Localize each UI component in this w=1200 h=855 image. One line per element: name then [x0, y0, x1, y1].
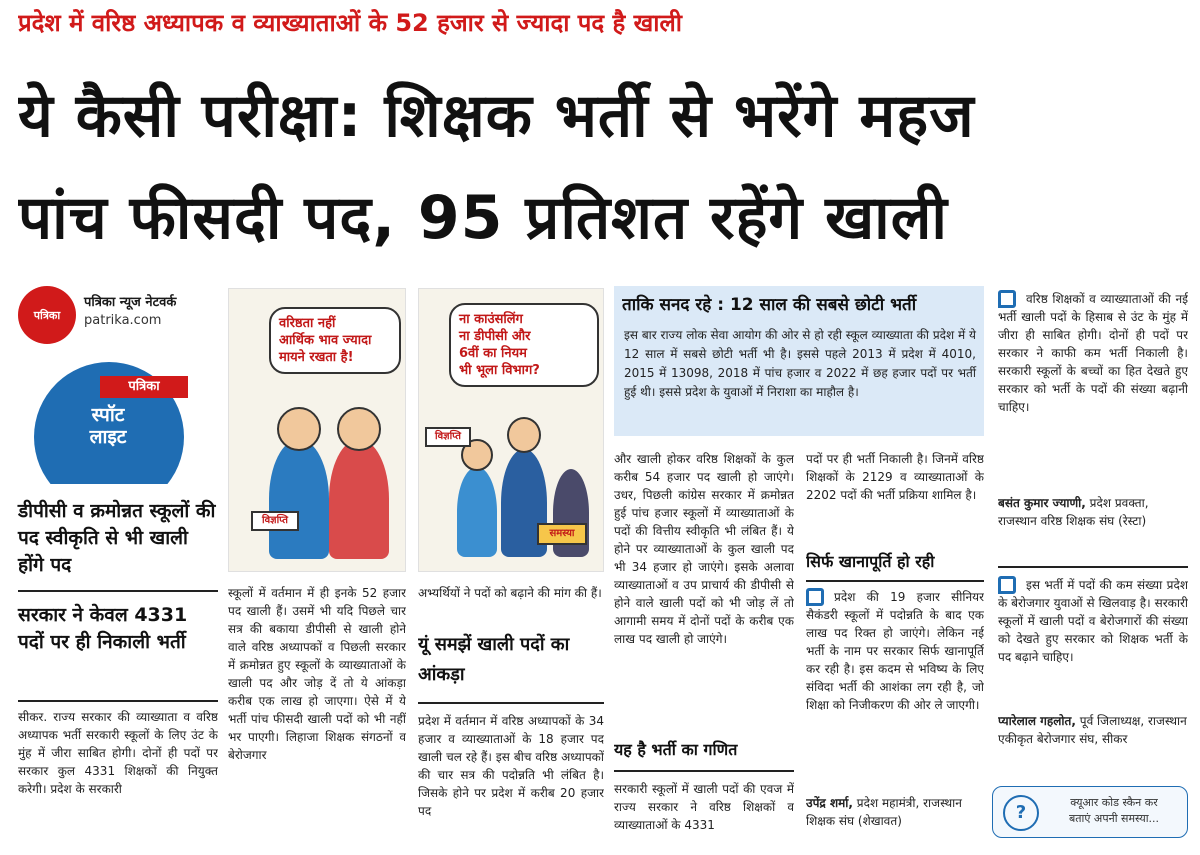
spotlight-text: स्पॉट लाइट: [89, 404, 127, 448]
col4-text: और खाली होकर वरिष्ठ शिक्षकों के कुल करीब 54 हजार पद खाली हो जाएंगे। उधर, पिछली कांग्रेस सरकार में क्रमोन्नत हुई पांच हजार स्कूलों में व्याख्याताओं के पदों की वित्तीय स्वीकृति भी लंबित हैं। ये होने पर व्याख्याताओं के कुल खाली पद भी 34 हजार हो जाएंगे। इसके अलावा व्याख्याताओं व उप प्राचार्य की डीपीसी से होने वाले खाली पदों को भी जोड़ लें तो आगामी समय में दोनों पदों के करीब एक लाख पद खाली हो जाएंगे।: [614, 452, 794, 646]
col3-text: प्रदेश में वर्तमान में वरिष्ठ अध्यापकों के 34 हजार व व्याख्याताओं के 18 हजार पद खाली चल रहे हैं। इस बीच वरिष्ठ अध्यापकों की चार सत्र की पदोन्नति भी लंबित है। जिसके होने पर प्रदेश में करीब 20 हजार पद: [418, 714, 604, 818]
col5-quote: प्रदेश की 19 हजार सीनियर सैकंडरी स्कूलों में पदोन्नति के बाद एक लाख पद रिक्त हो जाएंगे। लेकिन नई भर्ती के नाम पर सरकार सिर्फ खानापूर्ति कर रही है। इस कदम से भविष्य के लिए संविदा भर्ती की आशंका लग रही है, जो शिक्षा को निजीकरण की ओर ले जाएगी।: [806, 590, 984, 712]
cartoon-2-speech-bubble: ना काउंसलिंग ना डीपीसी और 6वीं का नियम भी भूला विभाग?: [449, 303, 599, 387]
infobox-text: इस बार राज्य लोक सेवा आयोग की ओर से हो रही स्कूल व्याख्याता की प्रदेश में ये 12 साल में सबसे छोटी भर्ती भी है। इससे पहले 2013 में प्रदेश में 4010, 2015 में 13098, 2018 में पांच हजार व 2022 में छह हजार पदों पर भर्ती हुई थी। इससे प्रदेश के युवाओं में निराशा का माहौल है।: [624, 328, 976, 399]
divider: [18, 590, 218, 592]
cartoon-1-speech-bubble: वरिष्ठता नहीं आर्थिक भाव ज्यादा मायने रखता है!: [269, 307, 401, 374]
byline-role: पूर्व जिलाध्यक्ष, राजस्थान एकीकृत बेरोजगार संघ, सीकर: [998, 714, 1187, 746]
col3-heading: यूं समझें खाली पदों का आंकड़ा: [418, 634, 570, 685]
col5-heading: सिर्फ खानापूर्ति हो रही: [806, 552, 935, 571]
col4-text-2: सरकारी स्कूलों में खाली पदों की एवज में राज्य सरकार ने वरिष्ठ शिक्षकों व व्याख्याताओं के 4331: [614, 782, 794, 832]
col3-text-top: अभ्यर्थियों ने पदों को बढ़ाने की मांग की हैं।: [418, 586, 602, 600]
infobox: [614, 286, 984, 436]
byline-role: प्रदेश महामंत्री, राजस्थान शिक्षक संघ (शेखावत): [806, 796, 962, 828]
cartoon-2-sign-left: विज्ञप्ति: [425, 427, 471, 447]
cartoon-1-sign: विज्ञप्ति: [251, 511, 299, 531]
divider: [614, 770, 794, 772]
cartoon-1-head-right: [337, 407, 381, 451]
col4-heading: यह है भर्ती का गणित: [614, 740, 738, 759]
col6-quote-1: वरिष्ठ शिक्षकों व व्याख्याताओं की नई भर्ती खाली पदों के हिसाब से उंट के मुंह में जीरा ही साबित होगी। दोनों ही पदों पर सरकार ने काफी कम भर्ती निकाली है। सरकारी स्कूलों के बच्चों का हित देखते हुए सरकार को भर्ती के पदों की संख्या बढ़ानी चाहिए।: [998, 292, 1188, 414]
divider: [18, 700, 218, 702]
divider: [418, 702, 604, 704]
col6-byline-2: [998, 712, 1188, 774]
qr-question-icon: ?: [1003, 795, 1039, 831]
infobox-title: ताकि सनद रहे : 12 साल की सबसे छोटी भर्ती: [622, 295, 917, 315]
headline-line-2: पांच फीसदी पद, 95 प्रतिशत रहेंगे खाली: [18, 183, 948, 253]
qr-callout: [992, 786, 1188, 838]
spotlight-ribbon: पत्रिका: [100, 376, 188, 398]
cartoon-2-head-2: [507, 417, 541, 453]
lead-headline: डीपीसी व क्रमोन्नत स्कूलों की पद स्वीकृति से भी खाली होंगे पद: [18, 500, 216, 576]
brand-url: patrika.com: [84, 313, 162, 328]
sub-headline: सरकार ने केवल 4331 पदों पर ही निकाली भर्ती: [18, 604, 188, 653]
kicker: प्रदेश में वरिष्ठ अध्यापक व व्याख्याताओं के 52 हजार से ज्यादा पद है खाली: [18, 9, 682, 37]
cartoon-1-figure-left: [269, 439, 329, 559]
byline-name: उपेंद्र शर्मा,: [806, 796, 853, 810]
patrika-logo: पत्रिका: [18, 286, 76, 344]
cartoon-1-figure-right: [329, 439, 389, 559]
divider: [806, 580, 984, 582]
byline-name: बसंत कुमार ज्याणी,: [998, 496, 1086, 510]
divider: [998, 566, 1188, 568]
col1-text: सीकर. राज्य सरकार की व्याख्याता व वरिष्ठ अध्यापक भर्ती सरकारी स्कूलों के लिए उंट के मुंह में जीरा साबित होगी। दोनों ही पदों पर सरकार कुल 4331 शिक्षकों की नियुक्त करेगी। प्रदेश के सरकारी: [18, 710, 218, 796]
cartoon-2: [418, 288, 604, 572]
brand-name: पत्रिका न्यूज नेटवर्क: [84, 295, 177, 310]
headline-line-1: ये कैसी परीक्षा: शिक्षक भर्ती से भरेंगे महज: [18, 81, 975, 151]
col5-byline: [806, 794, 984, 836]
col6-quote-2: इस भर्ती में पदों की कम संख्या प्रदेश के बेरोजगार युवाओं से खिलवाड़ है। सरकारी स्कूलों में खाली पदों व बेरोजगारों की संख्या को देखते हुए सरकार को शिक्षक भर्ती के पद बढ़ाने चाहिए।: [998, 578, 1188, 664]
col6-byline-1: [998, 494, 1188, 542]
cartoon-2-figure-1: [457, 467, 497, 557]
cartoon-1: [228, 288, 406, 572]
spotlight-badge: [34, 362, 182, 478]
col5-text: पदों पर ही भर्ती निकाली है। जिनमें वरिष्ठ शिक्षकों के 2129 व व्याख्याताओं के 2202 पदों की भर्ती प्रक्रिया शामिल है।: [806, 452, 984, 502]
byline-role: प्रदेश प्रवक्ता, राजस्थान वरिष्ठ शिक्षक संघ (रेस्टा): [998, 496, 1149, 528]
cartoon-2-sign-right: समस्या: [537, 523, 587, 545]
cartoon-1-head-left: [277, 407, 321, 451]
qr-callout-text: क्यूआर कोड स्कैन कर बताएं अपनी समस्या...: [1068, 796, 1160, 825]
col2-text: स्कूलों में वर्तमान में ही इनके 52 हजार पद खाली हैं। उसमें भी यदि पिछले चार सत्र की बकाया डीपीसी से खाली होने वाले वरिष्ठ अध्यापकों व पिछली सरकार में क्रमोन्नत हुए स्कूलों के व्याख्याताओं के खाली पद और जोड़ दें तो ये आंकड़ा करीब एक लाख हो जाएगा। ऐसे में ये भर्ती पांच फीसदी खाली पदों को भी नहीं भर पाएगी। लिहाजा शिक्षक संगठनों व बेरोजगार: [228, 586, 406, 762]
byline-name: प्यारेलाल गहलोत,: [998, 714, 1076, 728]
